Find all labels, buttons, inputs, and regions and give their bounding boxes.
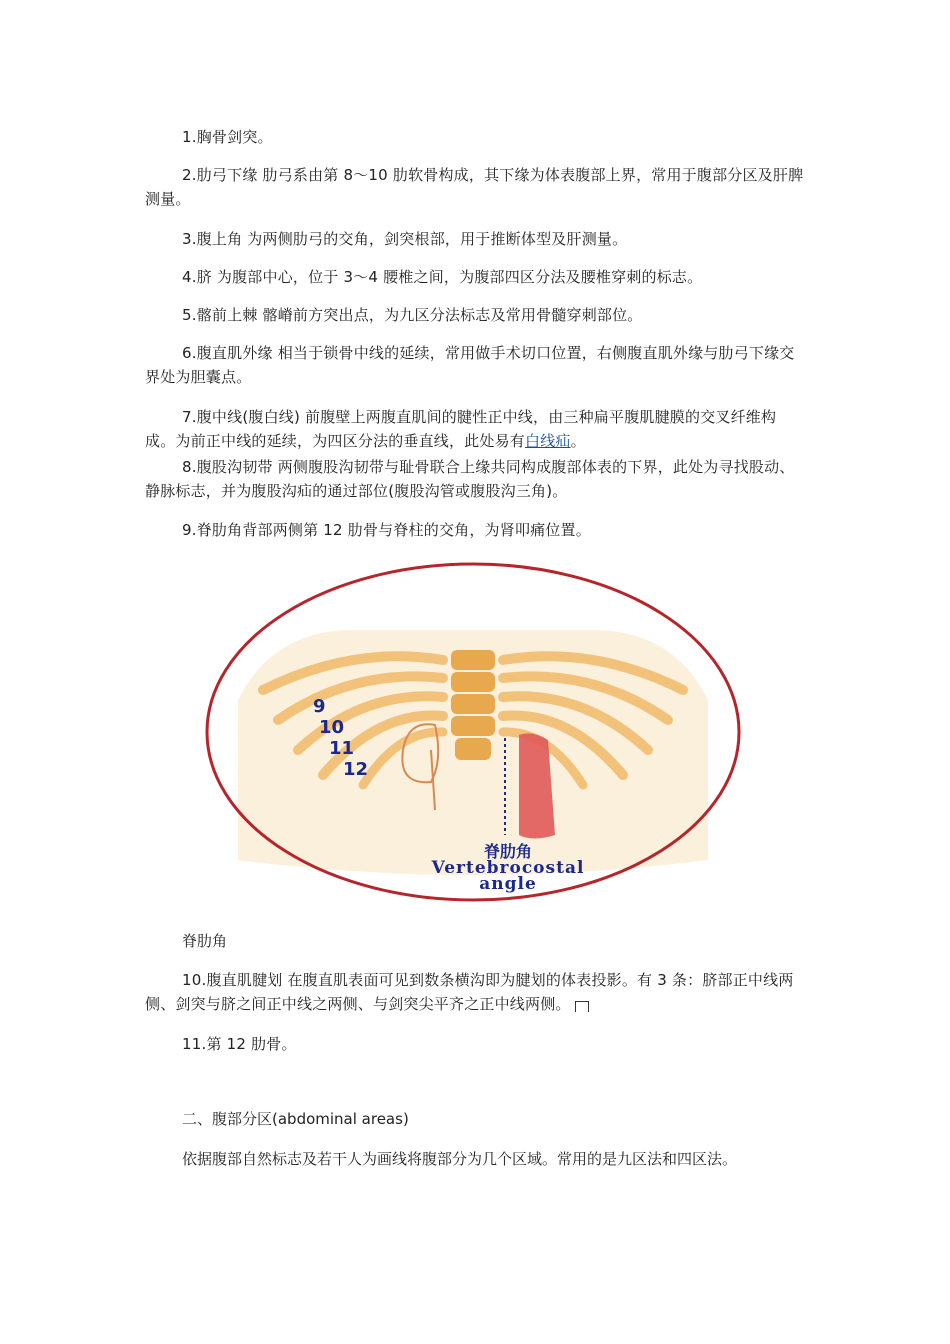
item-9 bbox=[145, 518, 805, 542]
item-num: 11. bbox=[182, 1035, 207, 1053]
item-term: 腹股沟韧带 bbox=[196, 458, 273, 476]
item-desc: 肋弓系由第 8～10 肋软骨构成，其下缘为体表腹部上界，常用于腹部分区及肝脾测量。 bbox=[145, 166, 804, 208]
item-6 bbox=[145, 341, 805, 389]
figure-label-cn: 脊肋角 bbox=[483, 842, 533, 861]
item-tail: 。 bbox=[570, 432, 586, 450]
item-term: 腹直肌腱划 bbox=[206, 971, 283, 989]
item-term: 脐 bbox=[196, 268, 212, 286]
figure-label-en-1: Vertebrocostal bbox=[431, 858, 585, 878]
item-num: 5. bbox=[182, 306, 197, 324]
item-1 bbox=[145, 125, 805, 149]
item-term: 髂前上棘 bbox=[196, 306, 258, 324]
item-num: 9. bbox=[182, 521, 197, 539]
item-num: 8. bbox=[182, 458, 197, 476]
item-term: 腹上角 bbox=[196, 230, 243, 248]
item-3 bbox=[145, 227, 805, 251]
item-desc: 为两侧肋弓的交角，剑突根部，用于推断体型及肝测量。 bbox=[242, 230, 628, 248]
item-num: 10. bbox=[182, 971, 207, 989]
item-desc: 为腹部中心，位于 3～4 腰椎之间，为腹部四区分法及腰椎穿刺的标志。 bbox=[211, 268, 703, 286]
item-term: 腹中线(腹白线) bbox=[196, 408, 301, 426]
rib-number-9: 9 bbox=[313, 696, 326, 717]
item-5 bbox=[145, 303, 805, 327]
spine bbox=[451, 650, 495, 760]
hernia-link[interactable]: 白线疝 bbox=[525, 432, 571, 450]
edit-mark-icon bbox=[575, 1001, 589, 1012]
item-desc: 两侧腹股沟韧带与耻骨联合上缘共同构成腹部体表的下界，此处为寻找股动、静脉标志，并为腹股沟疝的通过部位(腹股沟管或腹股沟三角)。 bbox=[145, 458, 795, 500]
item-num: 1. bbox=[182, 128, 197, 146]
item-term: 脊肋角 bbox=[196, 521, 243, 539]
rib-number-10: 10 bbox=[319, 717, 345, 738]
item-desc: 背部两侧第 12 肋骨与脊柱的交角，为肾叩痛位置。 bbox=[242, 521, 591, 539]
figure-caption: 脊肋角 bbox=[182, 932, 228, 950]
item-term: 腹直肌外缘 bbox=[196, 344, 273, 362]
item-10 bbox=[145, 968, 805, 1016]
item-4 bbox=[145, 265, 805, 289]
item-8 bbox=[145, 455, 805, 503]
item-num: 3. bbox=[182, 230, 197, 248]
item-term: 肋弓下缘 bbox=[196, 166, 258, 184]
item-num: 4. bbox=[182, 268, 197, 286]
item-2 bbox=[145, 163, 805, 211]
item-num: 2. bbox=[182, 166, 197, 184]
item-num: 7. bbox=[182, 408, 197, 426]
item-desc: 相当于锁骨中线的延续，常用做手术切口位置，右侧腹直肌外缘与肋弓下缘交界处为胆囊点。 bbox=[145, 344, 795, 386]
item-desc: 髂嵴前方突出点，为九区分法标志及常用骨髓穿刺部位。 bbox=[257, 306, 643, 324]
item-num: 6. bbox=[182, 344, 197, 362]
item-term: 胸骨剑突。 bbox=[196, 128, 273, 146]
rib-number-12: 12 bbox=[343, 759, 369, 780]
vertebrocostal-angle-figure bbox=[203, 560, 743, 905]
figure-label-en-2: angle bbox=[479, 874, 537, 894]
rib-number-11: 11 bbox=[329, 738, 355, 759]
item-desc: 在腹直肌表面可见到数条横沟即为腱划的体表投影。有 3 条：脐部正中线两侧、剑突与脐之间正中线之两侧、与剑突尖平齐之正中线两侧。 bbox=[145, 971, 794, 1013]
item-11 bbox=[145, 1032, 805, 1056]
item-desc: 前腹壁上两腹直肌间的腱性正中线，由三种扁平腹肌腱膜的交叉纤维构成。为前正中线的延续，为四区分法的垂直线，此处易有 bbox=[145, 408, 777, 450]
item-7 bbox=[145, 405, 805, 453]
section-intro: 依据腹部自然标志及若干人为画线将腹部分为几个区域。常用的是九区法和四区法。 bbox=[182, 1150, 738, 1168]
item-term: 第 12 肋骨。 bbox=[206, 1035, 297, 1053]
section-heading: 二、腹部分区(abdominal areas) bbox=[182, 1110, 409, 1128]
